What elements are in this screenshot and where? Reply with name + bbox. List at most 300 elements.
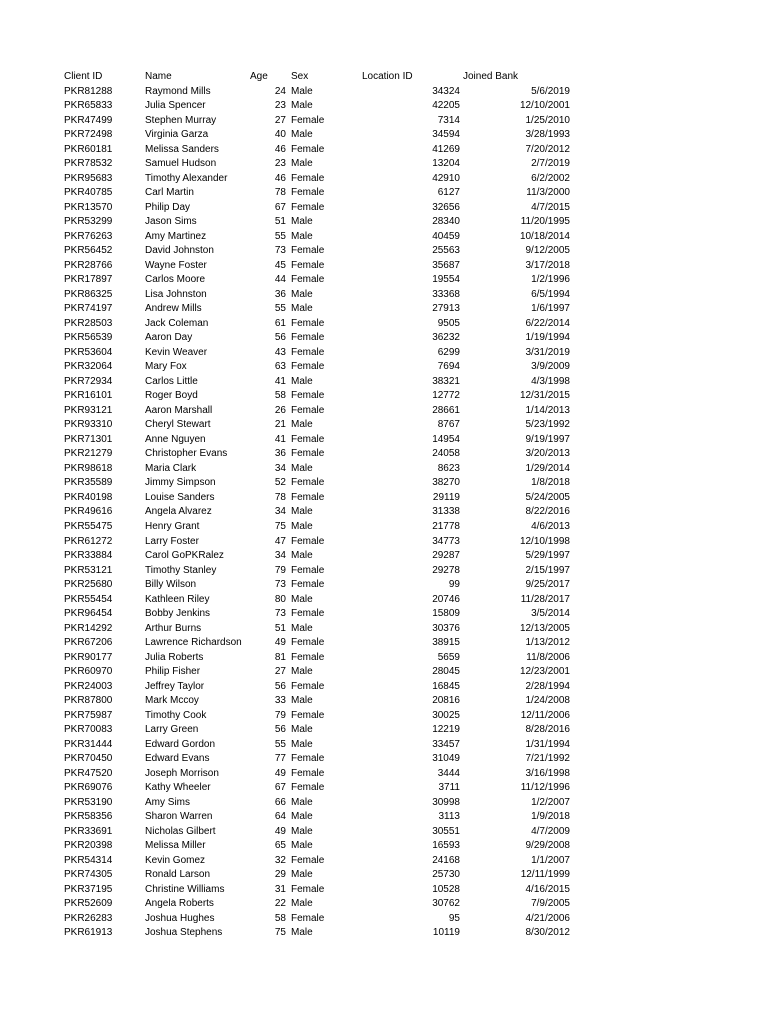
cell-joined-bank: 3/9/2009: [531, 361, 570, 373]
client-table: [0, 70, 768, 941]
cell-location-id: 36232: [432, 332, 460, 344]
table-row: [0, 535, 768, 550]
cell-name: Samuel Hudson: [145, 158, 217, 170]
cell-sex: Female: [291, 608, 325, 620]
cell-name: Timothy Alexander: [145, 172, 228, 184]
cell-sex: Male: [291, 216, 313, 228]
cell-client-id: PKR28766: [64, 259, 113, 271]
cell-location-id: 24168: [432, 854, 460, 866]
cell-joined-bank: 4/7/2009: [531, 825, 570, 837]
cell-joined-bank: 5/24/2005: [525, 491, 570, 503]
cell-age: 66: [274, 796, 286, 808]
cell-client-id: PKR86325: [64, 288, 113, 300]
cell-joined-bank: 12/10/1998: [519, 535, 570, 547]
table-row: [0, 273, 768, 288]
cell-sex: Female: [291, 709, 325, 721]
table-row: [0, 549, 768, 564]
cell-age: 32: [274, 854, 286, 866]
cell-age: 56: [274, 724, 286, 736]
cell-client-id: PKR56539: [64, 332, 113, 344]
cell-location-id: 32656: [432, 201, 460, 213]
cell-name: Mary Fox: [145, 361, 187, 373]
cell-name: Carlos Little: [145, 375, 198, 387]
cell-name: David Johnston: [145, 245, 214, 257]
cell-age: 51: [274, 622, 286, 634]
cell-age: 81: [274, 651, 286, 663]
cell-client-id: PKR55454: [64, 593, 113, 605]
cell-name: Nicholas Gilbert: [145, 825, 216, 837]
cell-age: 56: [274, 680, 286, 692]
cell-client-id: PKR25680: [64, 579, 113, 591]
cell-sex: Female: [291, 912, 325, 924]
cell-age: 78: [274, 187, 286, 199]
cell-client-id: PKR40198: [64, 491, 113, 503]
cell-joined-bank: 3/20/2013: [525, 448, 570, 460]
cell-location-id: 20746: [432, 593, 460, 605]
table-row: [0, 564, 768, 579]
cell-name: Kevin Gomez: [145, 854, 206, 866]
cell-joined-bank: 9/19/1997: [525, 433, 570, 445]
cell-name: Andrew Mills: [145, 303, 202, 315]
table-row: [0, 738, 768, 753]
cell-location-id: 30762: [432, 898, 460, 910]
cell-name: Louise Sanders: [145, 491, 215, 503]
cell-name: Sharon Warren: [145, 811, 213, 823]
cell-joined-bank: 1/9/2018: [531, 811, 570, 823]
cell-sex: Female: [291, 245, 325, 257]
cell-sex: Female: [291, 143, 325, 155]
cell-joined-bank: 1/8/2018: [531, 477, 570, 489]
cell-client-id: PKR53299: [64, 216, 113, 228]
cell-client-id: PKR72934: [64, 375, 113, 387]
cell-location-id: 25563: [432, 245, 460, 257]
cell-client-id: PKR70450: [64, 753, 113, 765]
cell-name: Jack Coleman: [145, 317, 209, 329]
table-row: [0, 259, 768, 274]
cell-sex: Male: [291, 288, 313, 300]
cell-sex: Female: [291, 433, 325, 445]
cell-location-id: 13204: [432, 158, 460, 170]
cell-location-id: 31338: [432, 506, 460, 518]
cell-age: 49: [274, 637, 286, 649]
cell-sex: Female: [291, 187, 325, 199]
cell-joined-bank: 3/31/2019: [525, 346, 570, 358]
header-client-id: Client ID: [64, 71, 103, 82]
cell-client-id: PKR33884: [64, 550, 113, 562]
table-row: [0, 186, 768, 201]
cell-joined-bank: 7/20/2012: [525, 143, 570, 155]
cell-age: 46: [274, 143, 286, 155]
cell-age: 43: [274, 346, 286, 358]
cell-location-id: 29119: [432, 491, 460, 503]
cell-age: 23: [274, 158, 286, 170]
cell-client-id: PKR26283: [64, 912, 113, 924]
cell-location-id: 33368: [432, 288, 460, 300]
cell-age: 26: [274, 404, 286, 416]
cell-location-id: 99: [448, 579, 460, 591]
cell-joined-bank: 1/14/2013: [525, 404, 570, 416]
cell-name: Angela Alvarez: [145, 506, 212, 518]
cell-sex: Female: [291, 579, 325, 591]
table-row: [0, 854, 768, 869]
cell-joined-bank: 6/5/1994: [531, 288, 570, 300]
cell-client-id: PKR87800: [64, 695, 113, 707]
cell-location-id: 30998: [432, 796, 460, 808]
cell-location-id: 12772: [432, 390, 460, 402]
cell-age: 78: [274, 491, 286, 503]
cell-client-id: PKR20398: [64, 840, 113, 852]
cell-location-id: 41269: [432, 143, 460, 155]
cell-sex: Male: [291, 869, 313, 881]
cell-age: 73: [274, 608, 286, 620]
cell-age: 34: [274, 462, 286, 474]
cell-age: 77: [274, 753, 286, 765]
table-row: [0, 505, 768, 520]
cell-age: 58: [274, 912, 286, 924]
cell-name: Timothy Cook: [145, 709, 207, 721]
cell-client-id: PKR72498: [64, 129, 113, 141]
cell-name: Jimmy Simpson: [145, 477, 216, 489]
table-row: [0, 767, 768, 782]
cell-client-id: PKR95683: [64, 172, 113, 184]
cell-location-id: 35687: [432, 259, 460, 271]
cell-joined-bank: 12/11/2006: [520, 709, 570, 721]
cell-joined-bank: 11/12/1996: [520, 782, 570, 794]
cell-client-id: PKR56452: [64, 245, 113, 257]
cell-sex: Female: [291, 259, 325, 271]
cell-client-id: PKR96454: [64, 608, 113, 620]
table-row: [0, 462, 768, 477]
cell-client-id: PKR98618: [64, 462, 113, 474]
cell-age: 75: [274, 927, 286, 939]
cell-age: 55: [274, 230, 286, 242]
cell-joined-bank: 4/6/2013: [531, 520, 570, 532]
cell-name: Aaron Day: [145, 332, 193, 344]
cell-location-id: 29287: [432, 550, 460, 562]
cell-location-id: 3444: [437, 767, 460, 779]
table-row: [0, 651, 768, 666]
cell-joined-bank: 9/29/2008: [525, 840, 570, 852]
cell-age: 41: [274, 433, 286, 445]
cell-joined-bank: 1/2/2007: [531, 796, 570, 808]
cell-client-id: PKR90177: [64, 651, 113, 663]
cell-joined-bank: 3/17/2018: [525, 259, 570, 271]
table-row: [0, 143, 768, 158]
cell-joined-bank: 1/24/2008: [525, 695, 570, 707]
cell-client-id: PKR60970: [64, 666, 113, 678]
cell-joined-bank: 11/3/2000: [526, 187, 570, 199]
cell-name: Virginia Garza: [145, 129, 209, 141]
cell-location-id: 7694: [437, 361, 460, 373]
cell-name: Kathy Wheeler: [145, 782, 211, 794]
cell-client-id: PKR53190: [64, 796, 113, 808]
cell-sex: Male: [291, 375, 313, 387]
table-row: [0, 694, 768, 709]
cell-client-id: PKR24003: [64, 680, 113, 692]
cell-location-id: 9505: [437, 317, 460, 329]
cell-location-id: 6127: [437, 187, 460, 199]
cell-sex: Male: [291, 825, 313, 837]
cell-age: 56: [274, 332, 286, 344]
cell-age: 79: [274, 564, 286, 576]
cell-sex: Male: [291, 695, 313, 707]
cell-joined-bank: 1/13/2012: [525, 637, 570, 649]
cell-age: 34: [274, 550, 286, 562]
cell-joined-bank: 4/7/2015: [531, 201, 570, 213]
cell-location-id: 24058: [432, 448, 460, 460]
cell-joined-bank: 5/23/1992: [525, 419, 570, 431]
table-row: [0, 288, 768, 303]
table-row: [0, 839, 768, 854]
table-row: [0, 636, 768, 651]
table-row: [0, 680, 768, 695]
table-row: [0, 607, 768, 622]
cell-joined-bank: 12/23/2001: [519, 666, 570, 678]
cell-client-id: PKR47499: [64, 114, 113, 126]
table-row: [0, 317, 768, 332]
cell-name: Mark Mccoy: [145, 695, 199, 707]
cell-sex: Female: [291, 651, 325, 663]
table-row: [0, 375, 768, 390]
cell-sex: Female: [291, 477, 325, 489]
cell-location-id: 8623: [437, 462, 460, 474]
cell-age: 46: [274, 172, 286, 184]
cell-name: Christopher Evans: [145, 448, 228, 460]
cell-name: Timothy Stanley: [145, 564, 217, 576]
cell-location-id: 29278: [432, 564, 460, 576]
cell-location-id: 42910: [432, 172, 460, 184]
cell-sex: Male: [291, 85, 313, 97]
cell-location-id: 38915: [432, 637, 460, 649]
cell-sex: Male: [291, 724, 313, 736]
cell-location-id: 15809: [432, 608, 460, 620]
cell-joined-bank: 9/25/2017: [525, 579, 570, 591]
cell-location-id: 8767: [437, 419, 460, 431]
cell-joined-bank: 8/22/2016: [525, 506, 570, 518]
cell-client-id: PKR61272: [64, 535, 113, 547]
cell-client-id: PKR47520: [64, 767, 113, 779]
cell-age: 44: [274, 274, 286, 286]
cell-age: 21: [274, 419, 286, 431]
cell-client-id: PKR16101: [64, 390, 113, 402]
cell-sex: Female: [291, 535, 325, 547]
cell-name: Jason Sims: [145, 216, 197, 228]
cell-age: 51: [274, 216, 286, 228]
cell-client-id: PKR40785: [64, 187, 113, 199]
cell-client-id: PKR53604: [64, 346, 113, 358]
cell-sex: Female: [291, 564, 325, 576]
cell-joined-bank: 11/8/2006: [526, 651, 570, 663]
cell-location-id: 30551: [432, 825, 460, 837]
cell-age: 65: [274, 840, 286, 852]
cell-joined-bank: 4/16/2015: [525, 883, 570, 895]
cell-location-id: 25730: [432, 869, 460, 881]
table-row: [0, 883, 768, 898]
table-row: [0, 433, 768, 448]
cell-location-id: 7314: [437, 114, 460, 126]
cell-age: 47: [274, 535, 286, 547]
cell-sex: Female: [291, 317, 325, 329]
cell-name: Carl Martin: [145, 187, 194, 199]
cell-name: Cheryl Stewart: [145, 419, 211, 431]
cell-sex: Male: [291, 419, 313, 431]
cell-name: Stephen Murray: [145, 114, 217, 126]
table-row: [0, 810, 768, 825]
cell-joined-bank: 8/30/2012: [525, 927, 570, 939]
cell-joined-bank: 2/28/1994: [525, 680, 570, 692]
cell-sex: Female: [291, 172, 325, 184]
cell-age: 58: [274, 390, 286, 402]
cell-client-id: PKR76263: [64, 230, 113, 242]
cell-name: Bobby Jenkins: [145, 608, 211, 620]
cell-name: Amy Sims: [145, 796, 190, 808]
table-row: [0, 723, 768, 738]
table-row: [0, 157, 768, 172]
cell-sex: Male: [291, 506, 313, 518]
cell-name: Philip Day: [145, 201, 191, 213]
cell-name: Maria Clark: [145, 462, 197, 474]
cell-joined-bank: 6/2/2002: [531, 172, 570, 184]
cell-client-id: PKR49616: [64, 506, 113, 518]
cell-client-id: PKR13570: [64, 201, 113, 213]
cell-sex: Male: [291, 738, 313, 750]
cell-age: 79: [274, 709, 286, 721]
table-row: [0, 781, 768, 796]
cell-age: 27: [274, 666, 286, 678]
header-location-id: Location ID: [362, 71, 413, 82]
cell-name: Anne Nguyen: [145, 433, 206, 445]
cell-location-id: 16593: [432, 840, 460, 852]
cell-sex: Male: [291, 840, 313, 852]
cell-client-id: PKR61913: [64, 927, 113, 939]
cell-name: Arthur Burns: [145, 622, 202, 634]
cell-joined-bank: 3/5/2014: [531, 608, 570, 620]
cell-joined-bank: 1/19/1994: [525, 332, 570, 344]
cell-location-id: 34594: [432, 129, 460, 141]
cell-age: 33: [274, 695, 286, 707]
table-row: [0, 520, 768, 535]
cell-sex: Female: [291, 767, 325, 779]
cell-name: Julia Roberts: [145, 651, 204, 663]
cell-client-id: PKR70083: [64, 724, 113, 736]
cell-sex: Female: [291, 883, 325, 895]
cell-sex: Female: [291, 753, 325, 765]
cell-age: 63: [274, 361, 286, 373]
cell-name: Aaron Marshall: [145, 404, 213, 416]
cell-age: 67: [274, 201, 286, 213]
table-row: [0, 389, 768, 404]
cell-name: Melissa Sanders: [145, 143, 219, 155]
cell-location-id: 12219: [432, 724, 460, 736]
cell-sex: Female: [291, 404, 325, 416]
cell-sex: Male: [291, 666, 313, 678]
cell-age: 45: [274, 259, 286, 271]
cell-age: 52: [274, 477, 286, 489]
table-row: [0, 796, 768, 811]
cell-joined-bank: 1/31/1994: [525, 738, 570, 750]
cell-joined-bank: 7/21/1992: [525, 753, 570, 765]
table-row: [0, 331, 768, 346]
cell-joined-bank: 12/31/2015: [519, 390, 570, 402]
cell-name: Joseph Morrison: [145, 767, 219, 779]
cell-joined-bank: 11/28/2017: [520, 593, 570, 605]
cell-location-id: 28340: [432, 216, 460, 228]
cell-sex: Female: [291, 346, 325, 358]
cell-sex: Female: [291, 361, 325, 373]
cell-client-id: PKR69076: [64, 782, 113, 794]
cell-sex: Female: [291, 680, 325, 692]
cell-location-id: 30376: [432, 622, 460, 634]
table-row: [0, 622, 768, 637]
table-row: [0, 491, 768, 506]
cell-client-id: PKR67206: [64, 637, 113, 649]
cell-joined-bank: 5/6/2019: [531, 85, 570, 97]
cell-sex: Male: [291, 593, 313, 605]
cell-joined-bank: 9/12/2005: [525, 245, 570, 257]
cell-sex: Female: [291, 637, 325, 649]
cell-age: 29: [274, 869, 286, 881]
cell-location-id: 28661: [432, 404, 460, 416]
table-row: [0, 418, 768, 433]
cell-joined-bank: 3/28/1993: [525, 129, 570, 141]
table-row: [0, 709, 768, 724]
cell-sex: Female: [291, 114, 325, 126]
table-row: [0, 244, 768, 259]
table-row: [0, 302, 768, 317]
cell-joined-bank: 7/9/2005: [531, 898, 570, 910]
cell-client-id: PKR55475: [64, 520, 113, 532]
cell-sex: Female: [291, 782, 325, 794]
cell-age: 36: [274, 288, 286, 300]
cell-name: Jeffrey Taylor: [145, 680, 205, 692]
cell-client-id: PKR93121: [64, 404, 113, 416]
cell-age: 24: [274, 85, 286, 97]
cell-name: Amy Martinez: [145, 230, 207, 242]
table-row: [0, 825, 768, 840]
cell-name: Angela Roberts: [145, 898, 214, 910]
cell-joined-bank: 12/10/2001: [519, 100, 570, 112]
cell-age: 67: [274, 782, 286, 794]
cell-client-id: PKR52609: [64, 898, 113, 910]
cell-sex: Male: [291, 550, 313, 562]
cell-client-id: PKR65833: [64, 100, 113, 112]
table-row: [0, 230, 768, 245]
table-row: [0, 85, 768, 100]
cell-client-id: PKR78532: [64, 158, 113, 170]
cell-client-id: PKR32064: [64, 361, 113, 373]
cell-sex: Male: [291, 622, 313, 634]
cell-age: 64: [274, 811, 286, 823]
cell-age: 36: [274, 448, 286, 460]
table-row: [0, 593, 768, 608]
cell-joined-bank: 12/13/2005: [519, 622, 570, 634]
cell-location-id: 34773: [432, 535, 460, 547]
table-row: [0, 897, 768, 912]
table-row: [0, 476, 768, 491]
cell-name: Joshua Stephens: [145, 927, 223, 939]
cell-client-id: PKR60181: [64, 143, 113, 155]
table-row: [0, 404, 768, 419]
cell-location-id: 10528: [432, 883, 460, 895]
cell-sex: Female: [291, 854, 325, 866]
cell-age: 75: [274, 520, 286, 532]
cell-age: 27: [274, 114, 286, 126]
cell-age: 49: [274, 825, 286, 837]
cell-location-id: 28045: [432, 666, 460, 678]
cell-age: 73: [274, 245, 286, 257]
cell-name: Kevin Weaver: [145, 346, 208, 358]
cell-age: 31: [274, 883, 286, 895]
